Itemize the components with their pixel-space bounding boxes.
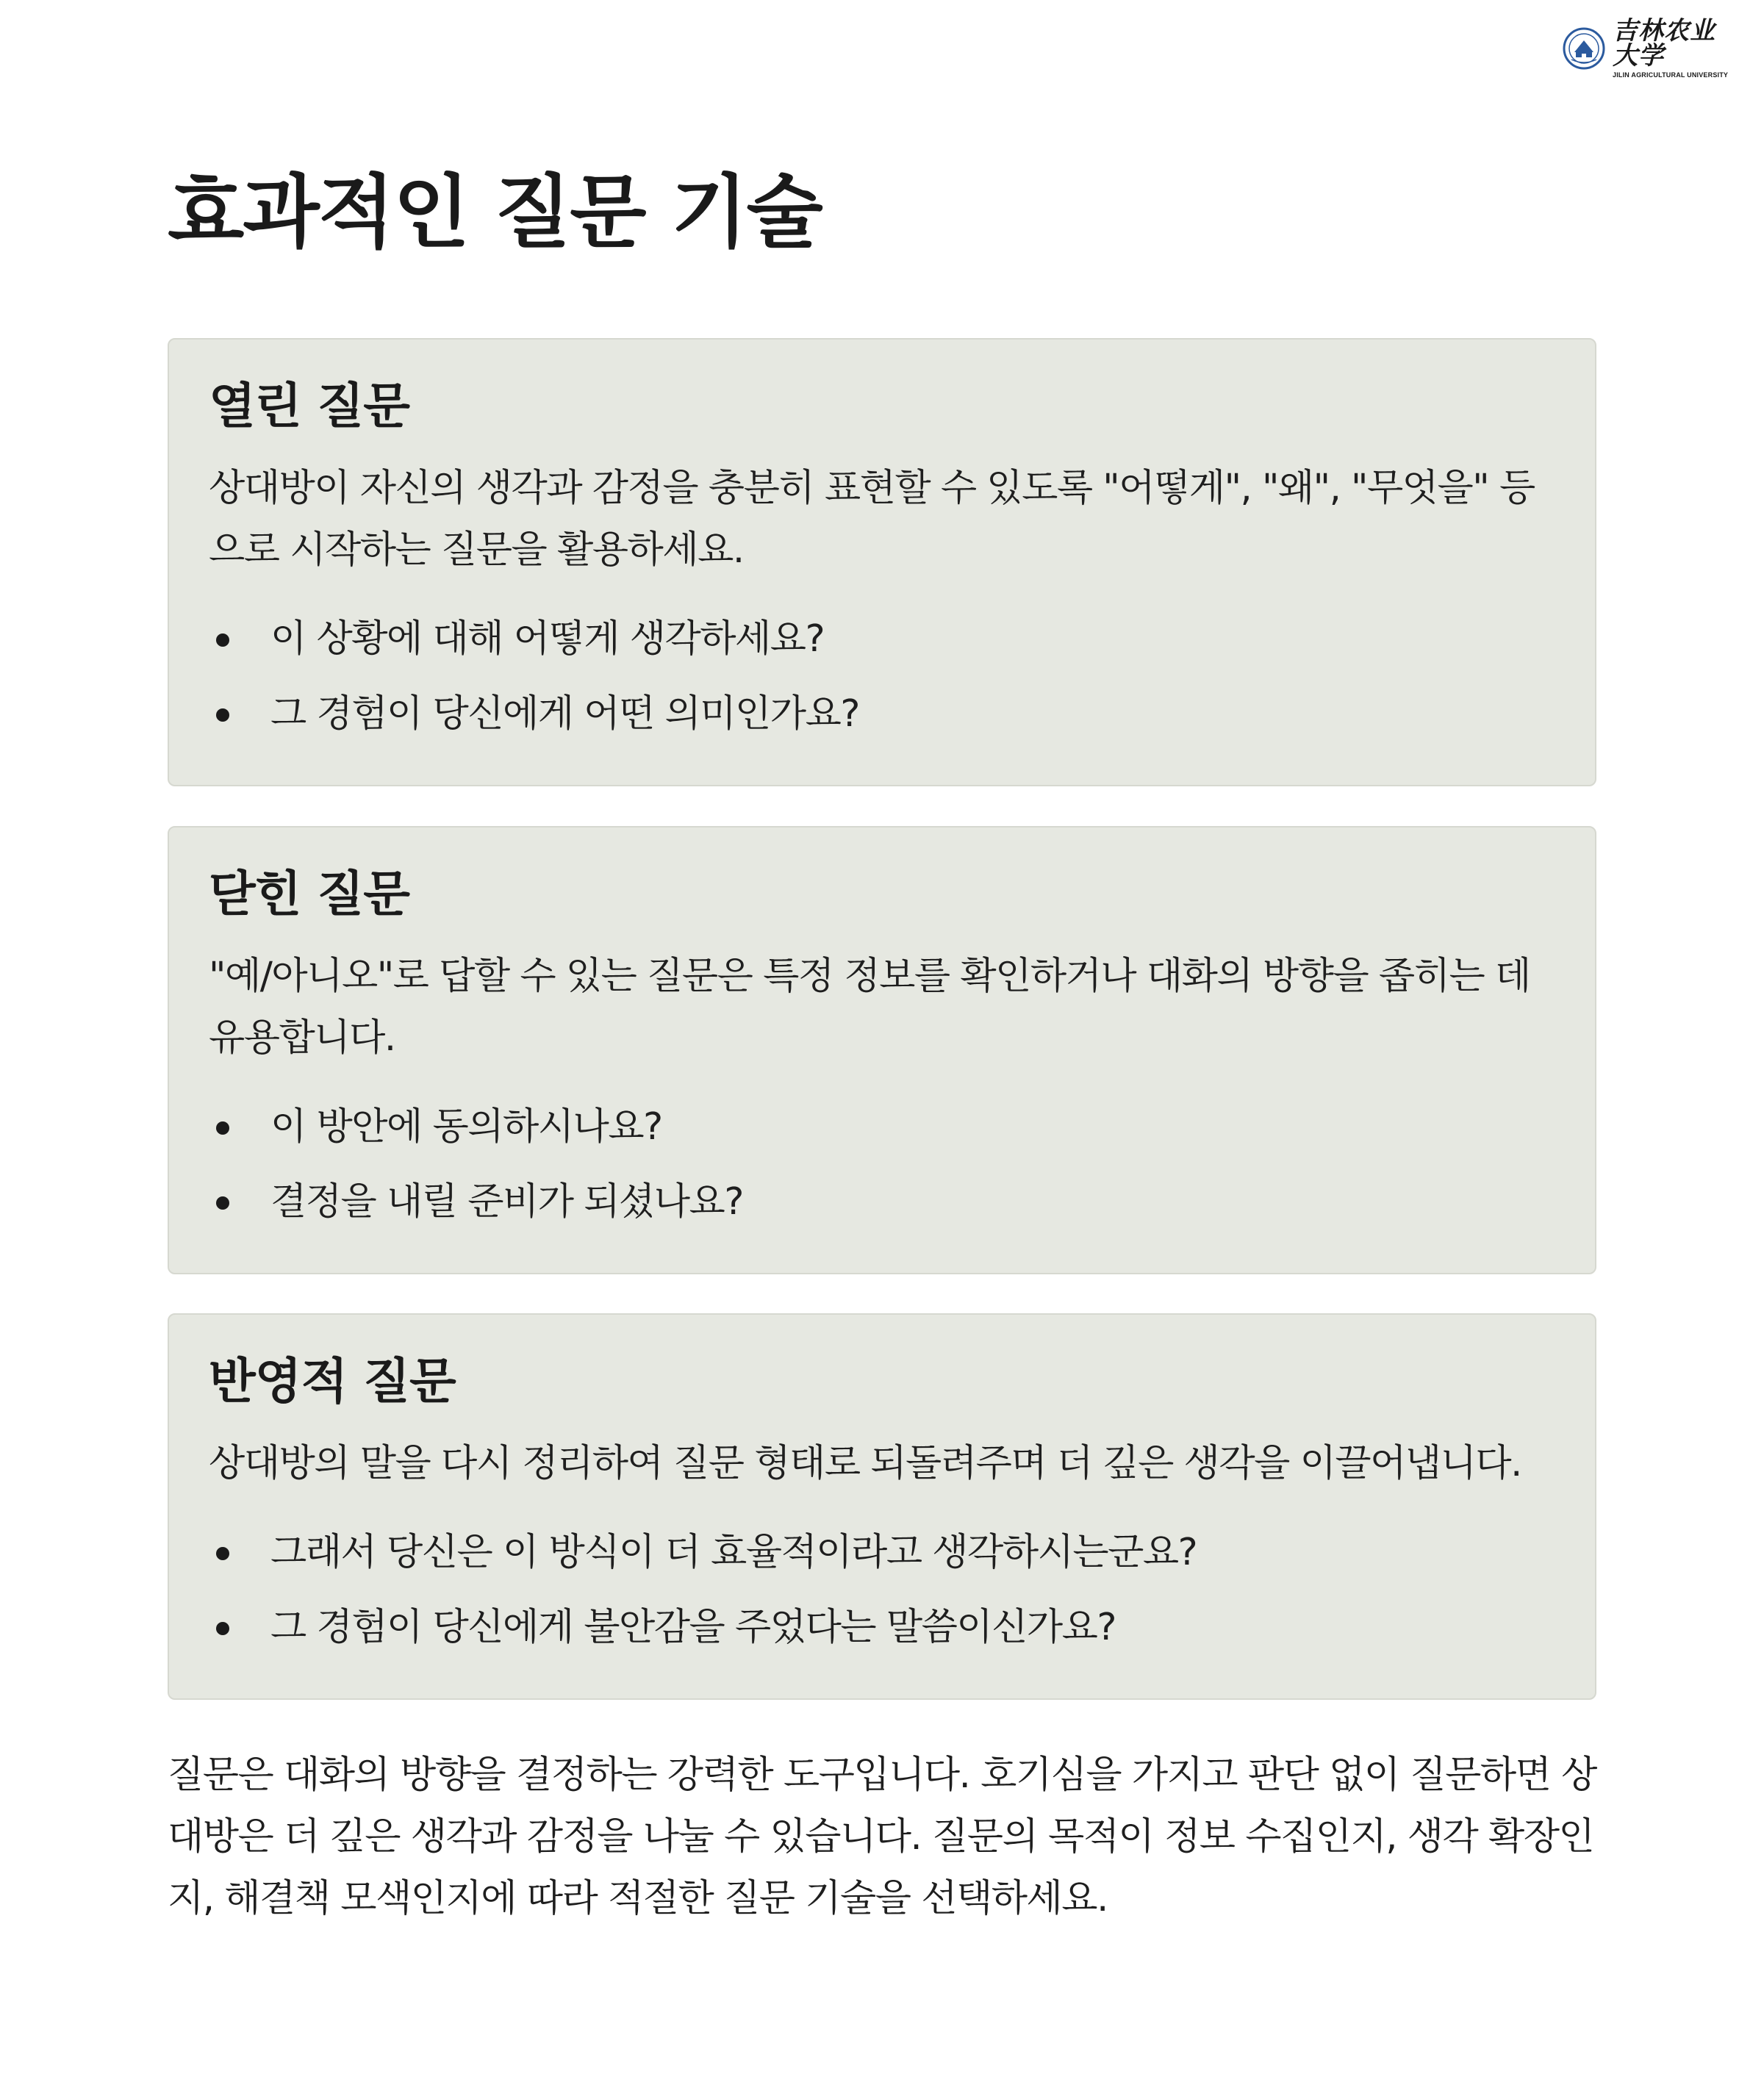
example-list: [209, 602, 1555, 752]
section-description: 상대방이 자신의 생각과 감정을 충분히 표현할 수 있도록 "어떻게", "왜", "무엇을" 등으로 시작하는 질문을 활용하세요.: [209, 466, 1535, 572]
example-text: 이 방안에 동의하시나요?: [270, 1105, 662, 1149]
example-text: 그 경험이 당신에게 어떤 의미인가요?: [270, 692, 859, 736]
section-heading: 닫힌 질문: [209, 866, 410, 922]
list-item: [209, 1590, 1555, 1665]
example-text: 이 상황에 대해 어떻게 생각하세요?: [270, 617, 825, 661]
example-text: 그래서 당신은 이 방식이 더 효율적이라고 생각하시는군요?: [270, 1530, 1197, 1574]
section-description: "예/아니오"로 답할 수 있는 질문은 특정 정보를 확인하거나 대화의 방향을 좁히는 데 유용합니다.: [209, 954, 1530, 1060]
section-card-open-questions: [168, 338, 1596, 786]
section-card-reflective-questions: [168, 1313, 1596, 1700]
bullet-icon: [216, 1196, 229, 1210]
section-heading: 열린 질문: [209, 378, 410, 434]
closing-paragraph: 질문은 대화의 방향을 결정하는 강력한 도구입니다. 호기심을 가지고 판단 없이 질문하면 상대방은 더 깊은 생각과 감정을 나눌 수 있습니다. 질문의 목적이 정보 수집인지, 생각 확장인지, 해결책 모색인지에 따라 적절한 질문 기술을 선택하세요.: [168, 1753, 1596, 1920]
university-seal-icon: [1563, 27, 1605, 70]
page-title: 효과적인 질문 기술: [168, 167, 822, 259]
list-item: [209, 602, 1555, 677]
logo-chinese-name: 吉林农业大学: [1613, 16, 1715, 71]
list-item: [209, 677, 1555, 752]
bullet-icon: [216, 1622, 229, 1635]
section-description: 상대방의 말을 다시 정리하여 질문 형태로 되돌려주며 더 깊은 생각을 이끌어냅니다.: [209, 1441, 1521, 1485]
bullet-icon: [216, 633, 229, 647]
example-text: 그 경험이 당신에게 불안감을 주었다는 말씀이신가요?: [270, 1605, 1116, 1649]
example-text: 결정을 내릴 준비가 되셨나요?: [270, 1180, 743, 1224]
bullet-icon: [216, 1547, 229, 1560]
list-item: [209, 1090, 1555, 1165]
university-logo: [1563, 16, 1739, 79]
logo-english-name: JILIN AGRICULTURAL UNIVERSITY: [1613, 71, 1729, 79]
example-list: [209, 1515, 1555, 1665]
bullet-icon: [216, 708, 229, 722]
list-item: [209, 1515, 1555, 1590]
bullet-icon: [216, 1121, 229, 1135]
example-list: [209, 1090, 1555, 1240]
section-heading: 반영적 질문: [209, 1353, 456, 1410]
section-card-closed-questions: [168, 826, 1596, 1274]
list-item: [209, 1165, 1555, 1240]
